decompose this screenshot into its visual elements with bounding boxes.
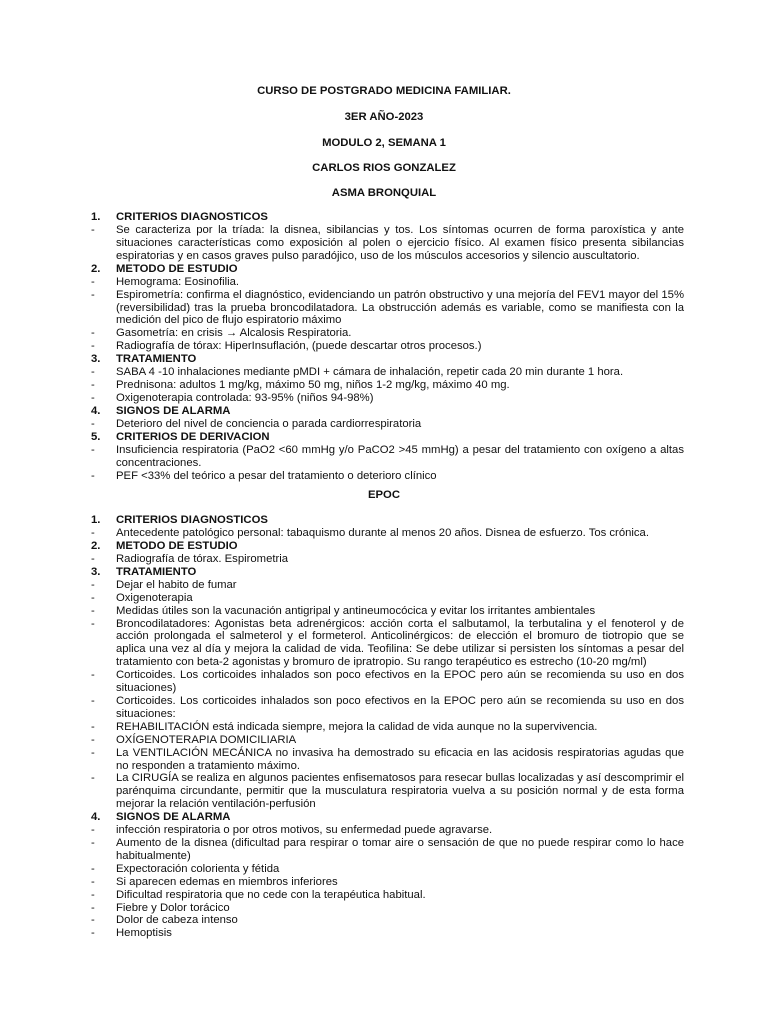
bullet-dash: - <box>91 417 95 430</box>
list-item-text: OXÍGENOTERAPIA DOMICILIARIA <box>116 733 297 746</box>
section-number: 1. <box>91 211 101 223</box>
list-item <box>0 605 684 618</box>
list-item-text: infección respiratoria o por otros motivos, su enfermedad puede agravarse. <box>116 824 493 837</box>
list-item <box>0 927 684 940</box>
list-item <box>0 772 684 811</box>
bullet-dash: - <box>91 527 95 539</box>
list-item-text: Gasometría: en crisis → Alcalosis Respiratoria. <box>116 327 352 340</box>
list-item <box>0 695 684 721</box>
bullet-dash: - <box>91 669 95 682</box>
list-item <box>0 592 684 605</box>
list-item-text: Dolor de cabeza intenso <box>116 914 238 927</box>
section-number: 5. <box>91 430 101 443</box>
section-number: 4. <box>91 404 101 417</box>
list-item <box>0 276 684 289</box>
bullet-dash: - <box>91 875 95 888</box>
section-heading <box>0 540 768 553</box>
list-item <box>0 444 684 470</box>
section-heading <box>0 811 768 824</box>
list-item <box>0 837 684 863</box>
bullet-dash: - <box>91 288 95 301</box>
section-number: 2. <box>91 262 101 275</box>
list-item-text: Corticoides. Los corticoides inhalados son poco efectivos en la EPOC pero aún se recomienda su uso en dos situaciones) <box>116 669 684 695</box>
author-name: CARLOS RIOS GONZALEZ <box>312 162 456 174</box>
section-title: METODO DE ESTUDIO <box>116 539 238 552</box>
list-item <box>0 379 684 392</box>
list-item <box>0 902 684 915</box>
list-item-text: Se caracteriza por la tríada: la disnea, sibilancias y tos. Los síntomas ocurren de forma paroxística y ante situaciones características como exposición al polen o ejercicio físico. Al examen físico presenta sibilancias espiratorias y en casos graves pulso paradójico, uso de los músculos accesorios y silencio auscultatorio. <box>116 224 684 262</box>
list-item-text: Si aparecen edemas en miembros inferiores <box>116 875 338 888</box>
section-title: CRITERIOS DIAGNOSTICOS <box>116 514 268 526</box>
bullet-dash: - <box>91 552 95 565</box>
list-item <box>0 418 684 431</box>
list-item-text: REHABILITACIÓN está indicada siempre, mejora la calidad de vida aunque no la supervivencia. <box>116 720 598 733</box>
list-item-text: Oxigenoterapia <box>116 591 193 604</box>
bullet-dash: - <box>91 591 95 604</box>
list-item-text: Prednisona: adultos 1 mg/kg, máximo 50 mg, niños 1-2 mg/kg, máximo 40 mg. <box>116 379 510 392</box>
list-item <box>0 889 684 902</box>
bullet-dash: - <box>91 862 95 875</box>
list-item <box>0 340 684 353</box>
list-item-text: Radiografía de tórax. Espirometria <box>116 552 289 565</box>
bullet-dash: - <box>91 927 95 940</box>
list-item-text: Medidas útiles son la vacunación antigripal y antineumocócica y evitar los irritantes ambientales <box>116 604 596 617</box>
section-heading <box>0 431 768 444</box>
section-heading <box>0 514 768 527</box>
list-item <box>0 470 684 483</box>
bullet-dash: - <box>91 443 95 456</box>
list-item-text: Fiebre y Dolor torácico <box>116 901 230 914</box>
bullet-dash: - <box>91 694 95 707</box>
bullet-dash: - <box>91 578 95 591</box>
list-item-text: Espirometría: confirma el diagnóstico, evidenciando un patrón obstructivo y una mejoría del FEV1 mayor del 15% (reversibilidad) tras la prueba broncodilatadora. La obstrucción además es variable, como se manifiesta con la medición del pico de flujo espiratorio máximo <box>116 288 684 327</box>
bullet-dash: - <box>91 617 95 630</box>
bullet-dash: - <box>91 604 95 617</box>
bullet-dash: - <box>91 340 95 353</box>
list-item-text: Dificultad respiratoria que no cede con la terapéutica habitual. <box>116 888 426 901</box>
bullet-dash: - <box>91 275 95 288</box>
section-title: CRITERIOS DIAGNOSTICOS <box>116 211 268 223</box>
list-item-text: Oxigenoterapia controlada: 93-95% (niños 94-98%) <box>116 391 374 404</box>
section-title: CRITERIOS DE DERIVACION <box>116 430 270 443</box>
list-item <box>0 553 684 566</box>
bullet-dash: - <box>91 469 95 482</box>
bullet-dash: - <box>91 914 95 927</box>
list-item-text: Dejar el habito de fumar <box>116 578 237 591</box>
list-item-text: Hemoptisis <box>116 927 172 940</box>
bullet-dash: - <box>91 379 95 392</box>
topic-heading-asma: ASMA BRONQUIAL <box>331 187 437 199</box>
epoc-sections <box>0 514 768 940</box>
bullet-dash: - <box>91 837 95 850</box>
section-number: 3. <box>91 353 101 366</box>
list-item <box>0 876 684 889</box>
section-title: TRATAMIENTO <box>116 565 197 578</box>
list-item-text: Hemograma: Eosinofilia. <box>116 275 240 288</box>
list-item-text: Aumento de la disnea (dificultad para respirar o tomar aire o sensación de que no puede respirar como lo hace habitualmente) <box>116 837 684 862</box>
section-title: SIGNOS DE ALARMA <box>116 404 231 417</box>
section-heading <box>0 211 768 224</box>
bullet-dash: - <box>91 888 95 901</box>
list-item <box>0 618 684 670</box>
section-number: 4. <box>91 811 101 824</box>
section-number: 1. <box>91 514 101 526</box>
bullet-dash: - <box>91 733 95 746</box>
list-item-text: Insuficiencia respiratoria (PaO2 <60 mmHg y/o PaCO2 >45 mmHg) a pesar del tratamiento con oxígeno a altas concentraciones. <box>116 443 684 469</box>
list-item <box>0 669 684 695</box>
bullet-dash: - <box>91 366 95 379</box>
list-item-text: Deterioro del nivel de conciencia o parada cardiorrespiratoria <box>116 417 422 430</box>
section-heading <box>0 263 768 276</box>
section-number: 3. <box>91 565 101 578</box>
list-item-text: Antecedente patológico personal: tabaquismo durante al menos 20 años. Disnea de esfuerzo. Tos crónica. <box>116 527 649 539</box>
list-item <box>0 824 684 837</box>
bullet-dash: - <box>91 224 95 236</box>
list-item <box>0 327 684 340</box>
section-title: TRATAMIENTO <box>116 353 197 366</box>
list-item-text: SABA 4 -10 inhalaciones mediante pMDI + cámara de inhalación, repetir cada 20 min durante 1 hora. <box>116 366 624 379</box>
bullet-dash: - <box>91 327 95 340</box>
list-item <box>0 289 684 328</box>
list-item <box>0 224 684 263</box>
list-item <box>0 579 684 592</box>
list-item <box>0 747 684 773</box>
list-item-text: PEF <33% del teórico a pesar del tratamiento o deterioro clínico <box>116 469 437 482</box>
list-item-text: Broncodilatadores: Agonistas beta adrenérgicos: acción corta el salbutamol, la terbutalina y el fenoterol y de acción prolongada el salmeterol y el formeterol. Anticolinérgicos: de elección el bromuro de tiotropio que se aplica una vez al día y mejora la calidad de vida. Teofilina: Se debe utilizar si persisten los síntomas a pesar del tratamiento con beta-2 agonistas y bromuro de ipratropio. Su rango terapéutico es estrecho (10-20 mg/ml) <box>116 617 684 669</box>
list-item-text: Radiografía de tórax: HiperInsuflación, (puede descartar otros procesos.) <box>116 340 482 353</box>
list-item-text: La VENTILACIÓN MECÁNICA no invasiva ha demostrado su eficacia en las acidosis respiratorias agudas que no responden a tratamiento máximo. <box>116 746 684 772</box>
list-item <box>0 721 684 734</box>
section-number: 2. <box>91 539 101 552</box>
list-item-text: Expectoración colorienta y fétida <box>116 862 280 875</box>
module-week: MODULO 2, SEMANA 1 <box>322 137 446 149</box>
course-title: CURSO DE POSTGRADO MEDICINA FAMILIAR. <box>257 85 511 97</box>
list-item <box>0 392 684 405</box>
section-heading <box>0 405 768 418</box>
section-heading <box>0 566 768 579</box>
asma-sections <box>0 211 768 483</box>
list-item-text: La CIRUGÍA se realiza en algunos pacientes enfisematosos para resecar bullas localizadas y así descomprimir el parénquima circundante, permitir que la musculatura respiratoria vuelva a su posición normal y de esta forma mejorar la relación ventilación-perfusión <box>116 772 684 811</box>
bullet-dash: - <box>91 391 95 404</box>
section-title: METODO DE ESTUDIO <box>116 262 238 275</box>
list-item <box>0 734 684 747</box>
list-item <box>0 527 684 540</box>
bullet-dash: - <box>91 720 95 733</box>
bullet-dash: - <box>91 772 95 785</box>
list-item <box>0 366 684 379</box>
course-year: 3ER AÑO-2023 <box>344 111 424 123</box>
bullet-dash: - <box>91 824 95 837</box>
bullet-dash: - <box>91 746 95 759</box>
topic-heading-epoc: EPOC <box>367 489 400 501</box>
list-item <box>0 914 684 927</box>
list-item-text: Corticoides. Los corticoides inhalados son poco efectivos en la EPOC pero aún se recomienda su uso en dos situaciones: <box>116 694 684 720</box>
list-item <box>0 863 684 876</box>
bullet-dash: - <box>91 901 95 914</box>
section-heading <box>0 353 768 366</box>
section-title: SIGNOS DE ALARMA <box>116 811 231 824</box>
